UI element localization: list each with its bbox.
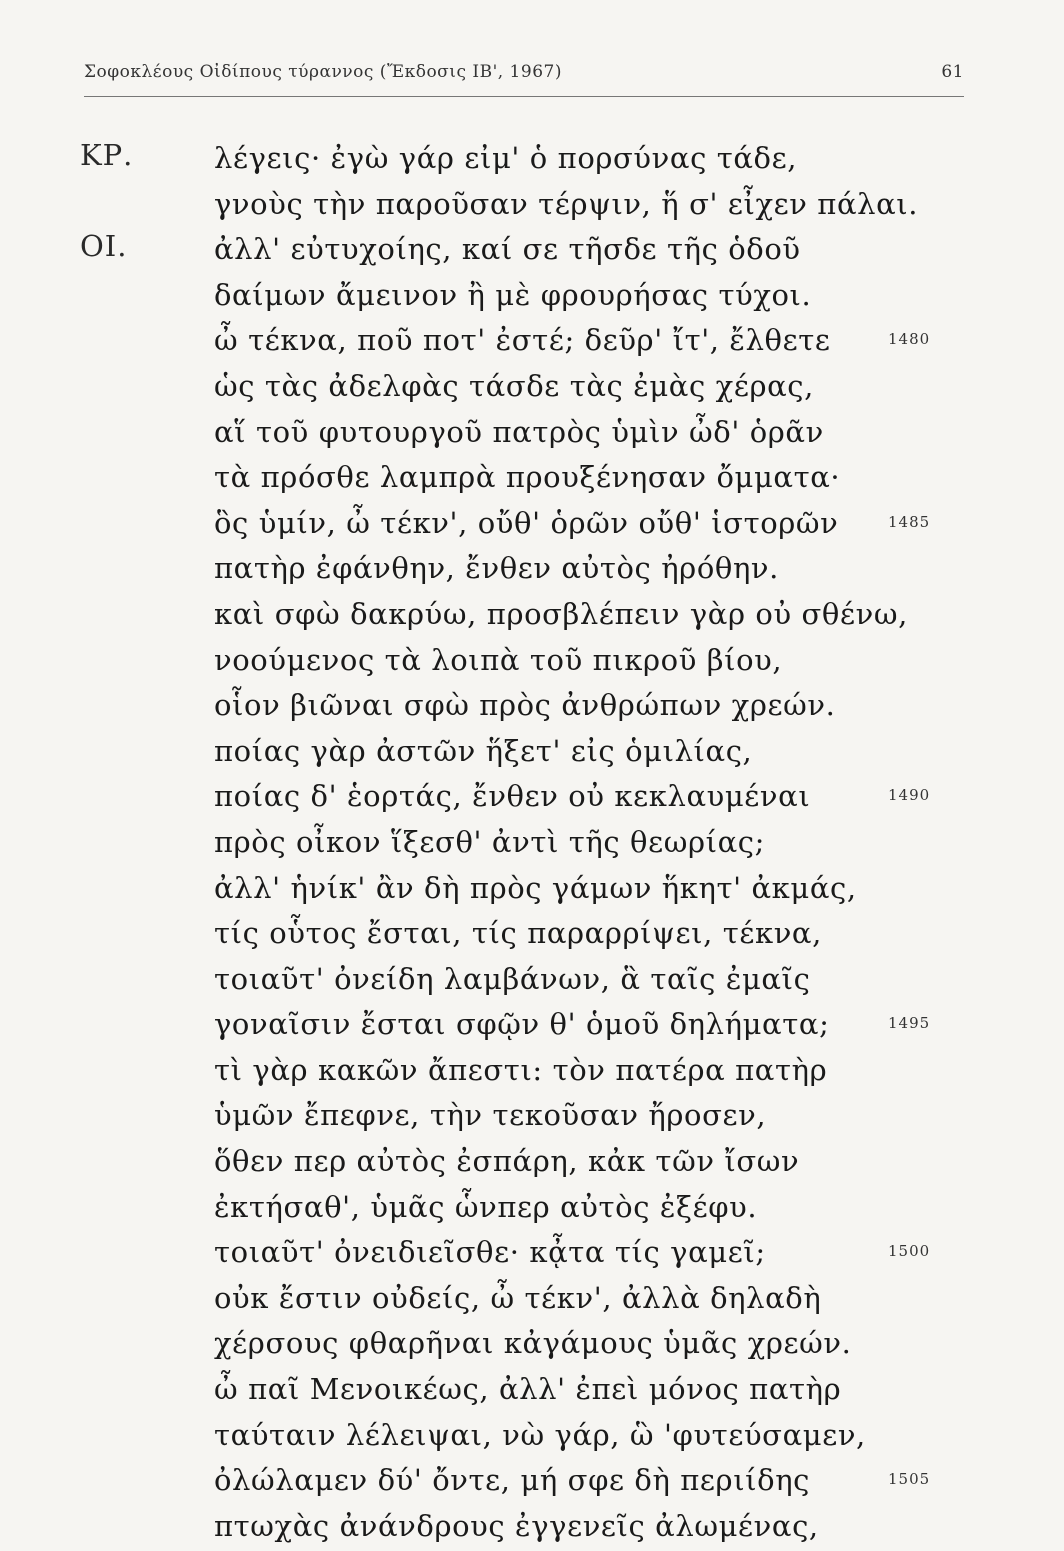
verse-text: ἐκτήσαθ', ὑμᾶς ὧνπερ αὐτὸς ἐξέφυ.: [214, 1189, 758, 1224]
verse-line: [0, 1004, 1064, 1050]
verse-text: καὶ σφὼ δακρύω, προσβλέπειν γὰρ οὐ σθένω,: [214, 596, 908, 631]
verse-line: [0, 548, 1064, 594]
verse-text: οἷον βιῶναι σφὼ πρὸς ἀνθρώπων χρεών.: [214, 688, 836, 723]
line-number: 1495: [888, 1014, 931, 1033]
verse-text: νοούμενος τὰ λοιπὰ τοῦ πικροῦ βίου,: [214, 642, 783, 677]
running-head-title: Σοφοκλέους Οἰδίπους τύραννος (Ἔκδοσις ΙΒ', 1967): [84, 62, 562, 82]
verse-line: [0, 184, 1064, 230]
verse-text: πτωχὰς ἀνάνδρους ἐγγενεῖς ἀλωμένας,: [214, 1508, 819, 1543]
verse-text: τὶ γὰρ κακῶν ἄπεστι: τὸν πατέρα πατὴρ: [214, 1052, 828, 1087]
running-head: [84, 62, 964, 92]
page-number: 61: [941, 62, 964, 82]
verse-text: χέρσους φθαρῆναι κἀγάμους ὑμᾶς χρεών.: [214, 1326, 852, 1361]
verse-line: [0, 776, 1064, 822]
verse-text: ὑμῶν ἔπεφνε, τὴν τεκοῦσαν ἤροσεν,: [214, 1098, 767, 1133]
verse-text: γνοὺς τὴν παροῦσαν τέρψιν, ἥ σ' εἶχεν πάλαι.: [214, 186, 919, 221]
verse-text: ὦ τέκνα, ποῦ ποτ' ἐστέ; δεῦρ' ἴτ', ἔλθετε: [214, 323, 831, 358]
line-number: 1500: [888, 1242, 931, 1261]
verse-text: τίς οὗτος ἔσται, τίς παραρρίψει, τέκνα,: [214, 916, 822, 951]
verse-text: γοναῖσιν ἔσται σφῷν θ' ὁμοῦ δηλήματα;: [214, 1007, 830, 1042]
verse-line: [0, 1460, 1064, 1506]
verse-line: [0, 1369, 1064, 1415]
verse-text: ταύταιν λέλειψαι, νὼ γάρ, ὣ 'φυτεύσαμεν,: [214, 1417, 866, 1452]
verse-line: [0, 1506, 1064, 1551]
verse-line: [0, 138, 1064, 184]
line-number: 1480: [888, 330, 931, 349]
verse-text: ὀλώλαμεν δύ' ὄντε, μή σφε δὴ περιίδης: [214, 1463, 811, 1498]
verse-line: [0, 594, 1064, 640]
verse-line: [0, 457, 1064, 503]
verse-text: ποίας γὰρ ἀστῶν ἥξετ' εἰς ὁμιλίας,: [214, 733, 753, 768]
verse-line: [0, 1415, 1064, 1461]
header-rule: [84, 96, 964, 97]
verse-text: ἀλλ' ἡνίκ' ἂν δὴ πρὸς γάμων ἥκητ' ἀκμάς,: [214, 870, 857, 905]
verse-line: [0, 1323, 1064, 1369]
verse-text: ὦ παῖ Μενοικέως, ἀλλ' ἐπεὶ μόνος πατὴρ: [214, 1372, 842, 1407]
verse-text: οὐκ ἔστιν οὐδείς, ὦ τέκν', ἀλλὰ δηλαδὴ: [214, 1280, 822, 1315]
verse-line: [0, 868, 1064, 914]
verse-line: [0, 229, 1064, 275]
verse-text: τὰ πρόσθε λαμπρὰ προυξένησαν ὄμματα·: [214, 460, 841, 495]
verse-line: [0, 640, 1064, 686]
verse-text: ὡς τὰς ἀδελφὰς τάσδε τὰς ἐμὰς χέρας,: [214, 368, 814, 403]
verse-line: [0, 275, 1064, 321]
verse-text: ποίας δ' ἑορτάς, ἔνθεν οὐ κεκλαυμέναι: [214, 779, 811, 814]
verse-text: πρὸς οἶκον ἵξεσθ' ἀντὶ τῆς θεωρίας;: [214, 824, 765, 859]
verse-line: [0, 1232, 1064, 1278]
verse-line: [0, 685, 1064, 731]
line-number: 1490: [888, 786, 931, 805]
verse-line: [0, 959, 1064, 1005]
verse-line: [0, 1187, 1064, 1233]
verse-text: πατὴρ ἐφάνθην, ἔνθεν αὐτὸς ἠρόθην.: [214, 551, 779, 586]
verse-line: [0, 1095, 1064, 1141]
verse-text-block: [0, 138, 1064, 1551]
verse-line: [0, 913, 1064, 959]
verse-text: λέγεις· ἐγὼ γάρ εἰμ' ὁ πορσύνας τάδε,: [214, 141, 798, 175]
verse-text: δαίμων ἄμεινον ἢ μὲ φρουρήσας τύχοι.: [214, 277, 812, 312]
line-number: 1505: [888, 1470, 931, 1489]
verse-text: αἵ τοῦ φυτουργοῦ πατρὸς ὑμὶν ὦδ' ὁρᾶν: [214, 414, 824, 449]
verse-line: [0, 412, 1064, 458]
verse-line: [0, 822, 1064, 868]
verse-text: τοιαῦτ' ὀνειδιεῖσθε· κᾆτα τίς γαμεῖ;: [214, 1235, 766, 1270]
speaker-label: ΟΙ.: [80, 229, 128, 264]
verse-line: [0, 1278, 1064, 1324]
verse-line: [0, 731, 1064, 777]
verse-text: ὃς ὑμίν, ὦ τέκν', οὔθ' ὁρῶν οὔθ' ἱστορῶν: [214, 505, 839, 540]
line-number: 1485: [888, 512, 931, 531]
speaker-label: ΚΡ.: [80, 138, 134, 172]
verse-text: ἀλλ' εὐτυχοίης, καί σε τῆσδε τῆς ὁδοῦ: [214, 232, 801, 267]
verse-text: τοιαῦτ' ὀνείδη λαμβάνων, ἃ ταῖς ἐμαῖς: [214, 961, 811, 996]
verse-line: [0, 503, 1064, 549]
verse-line: [0, 366, 1064, 412]
verse-line: [0, 320, 1064, 366]
verse-line: [0, 1050, 1064, 1096]
verse-text: ὅθεν περ αὐτὸς ἐσπάρη, κἀκ τῶν ἴσων: [214, 1144, 800, 1179]
verse-line: [0, 1141, 1064, 1187]
